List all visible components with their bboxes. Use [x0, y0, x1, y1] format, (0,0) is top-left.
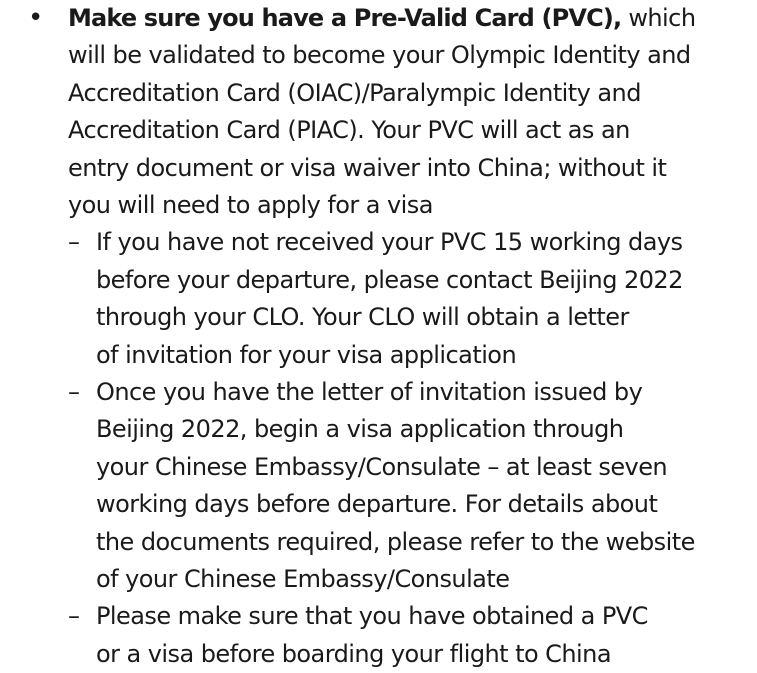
bullet-marker: • [28, 3, 44, 33]
sub-item-1-marker: – [68, 228, 80, 257]
sub-item-2-marker: – [68, 378, 80, 406]
bullet-line-2: will be validated to become your Olympic Identity and [68, 41, 691, 70]
sub-item-2-line-1: Once you have the letter of invitation issued by [96, 378, 643, 406]
sub-item-2-line-2: Beijing 2022, begin a visa application through [96, 415, 624, 444]
sub-item-3-line-2: or a visa before boarding your flight to China [96, 639, 611, 668]
sub-item-1-line-1: If you have not received your PVC 15 working days [96, 228, 683, 257]
bullet-line-3: Accreditation Card (OIAC)/Paralympic Identity and [68, 78, 641, 107]
sub-item-2-line-5: the documents required, please refer to the website [96, 527, 695, 556]
sub-item-3-marker: – [68, 602, 80, 631]
sub-item-1-line-4: of invitation for your visa application [96, 340, 517, 369]
bullet-line-6: you will need to apply for a visa [68, 191, 433, 219]
bullet-bold-lead: Make sure you have a Pre-Valid Card (PVC), [68, 4, 622, 32]
sub-item-3-line-1: Please make sure that you have obtained a PVC [96, 602, 648, 631]
sub-item-2-line-3: your Chinese Embassy/Consulate – at least seven [96, 452, 668, 481]
sub-item-1-line-2: before your departure, please contact Beijing 2022 [96, 265, 683, 294]
sub-item-1-line-3: through your CLO. Your CLO will obtain a letter [96, 303, 629, 332]
bullet-line-1-rest: which [621, 4, 696, 32]
bullet-line-4: Accreditation Card (PIAC). Your PVC will act as an [68, 116, 630, 145]
bullet-line-5: entry document or visa waiver into China; without it [68, 153, 667, 182]
sub-item-2-line-4: working days before departure. For details about [96, 490, 658, 519]
sub-item-2-line-6: of your Chinese Embassy/Consulate [96, 565, 510, 593]
bullet-line-1 [68, 0, 695, 37]
